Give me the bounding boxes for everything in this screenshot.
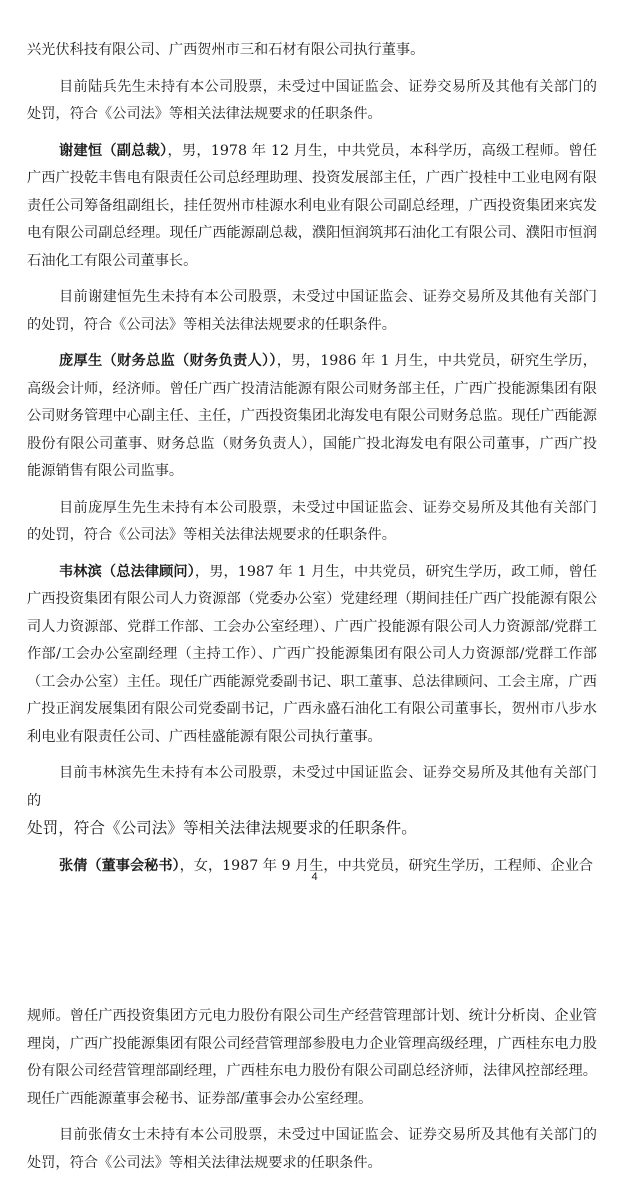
bio-name: 张倩（董事会秘书）	[59, 857, 180, 874]
page-number: 4	[311, 871, 318, 883]
bio-name: 韦林滨（总法律顾问）	[59, 563, 195, 580]
bio-text: ，女，1987 年 9 月生，中共党员，研究生学历，工程师、企业合	[179, 857, 593, 874]
paragraph-pang-status: 目前庞厚生先生未持有本公司股票，未受过中国证监会、证券交易所及其他有关部门的处罚，符合《公司法》等相关法律法规要求的任职条件。	[27, 499, 597, 543]
paragraph-zhang-status: 目前张倩女士未持有本公司股票，未受过中国证监会、证券交易所及其他有关部门的处罚，符合《公司法》等相关法律法规要求的任职条件。	[27, 1127, 597, 1171]
wei-status-line-2: 处罚，符合《公司法》等相关法律法规要求的任职条件。	[27, 819, 417, 837]
wei-status-line-1: 目前韦林滨先生未持有本公司股票，未受过中国证监会、证券交易所及其他有关部门的	[27, 765, 597, 809]
bio-pang-housheng	[0, 348, 629, 486]
paragraph-lubing-status: 目前陆兵先生未持有本公司股票，未受过中国证监会、证券交易所及其他有关部门的处罚，符合《公司法》等相关法律法规要求的任职条件。	[27, 78, 597, 122]
paragraph-xie-status: 目前谢建恒先生未持有本公司股票，未受过中国证监会、证券交易所及其他有关部门的处罚，符合《公司法》等相关法律法规要求的任职条件。	[27, 289, 597, 333]
paragraph-wei-status	[0, 760, 629, 844]
bio-text: ，男，1986 年 1 月生，中共党员，研究生学历，高级会计师，经济师。曾任广西广投清洁能源有限公司财务部主任，广西广投能源集团有限公司财务管理中心副主任、主任，广西投资集团北海发电有限公司财务总监。现任广西能源股份有限公司董事、财务总监（财务负责人），国能广投北海发电有限公司董事，广西广投能源销售有限公司监事。	[27, 353, 597, 479]
bio-name: 庞厚生（财务总监（财务负责人））	[59, 353, 277, 369]
bio-text: ，男，1987 年 1 月生，中共党员，研究生学历，政工师，曾任广西投资集团有限公司人力资源部（党委办公室）党建经理（期间挂任广西广投能源有限公司人力资源部、党群工作部、工会办公室经理）、广西广投能源有限公司人力资源部/党群工作部/工会办公室副经理（主持工作）、广西广投能源集团有限公司人力资源部/党群工作部（工会办公室）主任。现任广西能源党委副书记、职工董事、总法律顾问、工会主席，广西广投正润发展集团有限公司党委副书记，广西永盛石油化工有限公司董事长，贺州市八步水利电业有限责任公司、广西桂盛能源有限公司执行董事。	[27, 563, 597, 745]
document-page-5	[0, 1003, 629, 1177]
bio-wei-linbin	[0, 559, 629, 752]
bio-text: ，男，1978 年 12 月生，中共党员，本科学历，高级工程师。曾任广西广投乾丰售电有限责任公司总经理助理、投资发展部主任，广西广投桂中工业电网有限责任公司筹备组副组长，挂任贺州市桂源水利电业有限公司副总经理，广西投资集团来宾发电有限公司副总经理。现任广西能源副总裁，濮阳恒润筑邦石油化工有限公司、濮阳市恒润石油化工有限公司董事长。	[27, 142, 597, 269]
paragraph-zhang-continuation: 规师。曾任广西投资集团方元电力股份有限公司生产经营管理部计划、统计分析岗、企业管理岗，广西广投能源集团有限公司经营管理部参股电力企业管理高级经理，广西桂东电力股份有限公司经营管理部副经理，广西桂东电力股份有限公司副总经济师，法律风控部经理。现任广西能源董事会秘书、证券部/董事会办公室经理。	[27, 1008, 597, 1107]
bio-xie-jianheng	[0, 138, 629, 276]
bio-name: 谢建恒（副总裁）	[59, 142, 168, 159]
paragraph-continuation: 兴光伏科技有限公司、广西贺州市三和石材有限公司执行董事。	[27, 42, 425, 58]
